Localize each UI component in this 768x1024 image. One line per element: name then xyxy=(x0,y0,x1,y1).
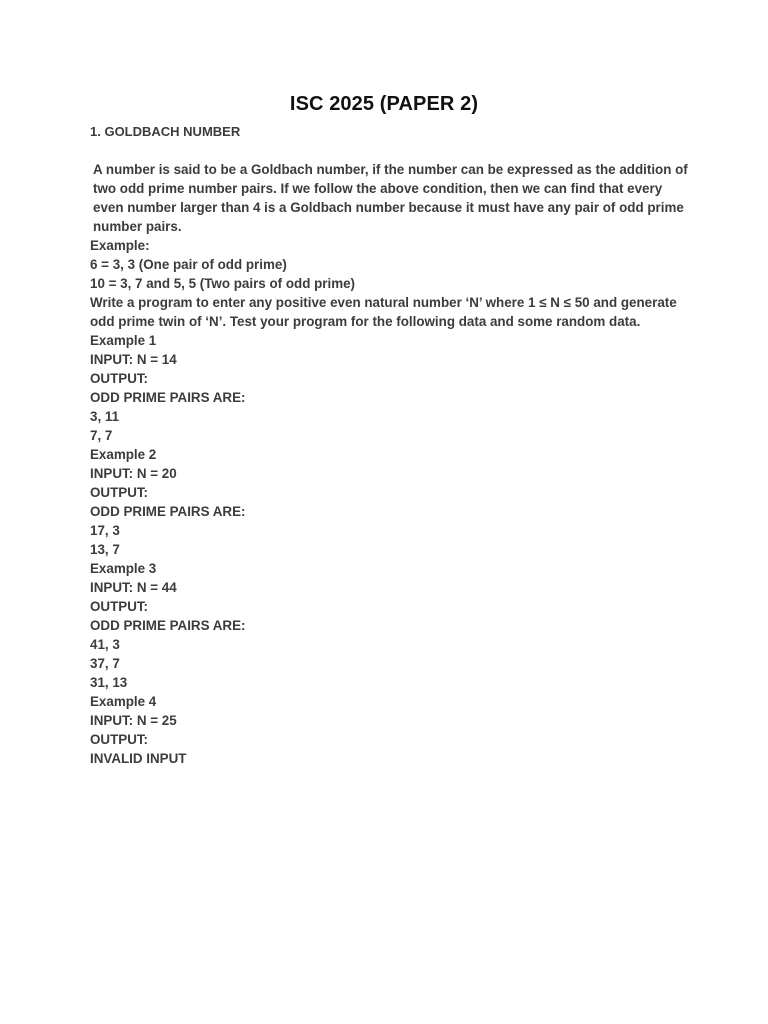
example-output-line: 7, 7 xyxy=(90,428,113,443)
example-output-line: 31, 13 xyxy=(90,675,128,690)
example-label: Example 3 xyxy=(90,561,157,576)
example-input: INPUT: N = 44 xyxy=(90,580,177,595)
example-output-label: OUTPUT: xyxy=(90,485,149,500)
page-title: ISC 2025 (PAPER 2) xyxy=(289,93,479,115)
example-output-line: ODD PRIME PAIRS ARE: xyxy=(90,618,246,633)
example-input: INPUT: N = 20 xyxy=(90,466,177,481)
example-output-line: 41, 3 xyxy=(90,637,120,652)
example-output-label: OUTPUT: xyxy=(90,599,149,614)
example-output-line: 3, 11 xyxy=(90,409,120,424)
document-body xyxy=(90,160,690,768)
example-output-label: OUTPUT: xyxy=(90,371,149,386)
intro-example-line: 10 = 3, 7 and 5, 5 (Two pairs of odd prime) xyxy=(90,276,356,291)
intro-example-heading: Example: xyxy=(90,238,150,253)
example-output-line: INVALID INPUT xyxy=(90,751,187,766)
example-output-line: ODD PRIME PAIRS ARE: xyxy=(90,390,246,405)
task-statement: Write a program to enter any positive even natural number ‘N’ where 1 ≤ N ≤ 50 and generate odd prime twin of ‘N’. Test your program for the following data and some random data. xyxy=(90,295,677,329)
example-output-line: 37, 7 xyxy=(90,656,120,671)
example-input: INPUT: N = 14 xyxy=(90,352,177,367)
example-output-line: 17, 3 xyxy=(90,523,120,538)
example-label: Example 2 xyxy=(90,447,157,462)
example-label: Example 1 xyxy=(90,333,157,348)
example-input: INPUT: N = 25 xyxy=(90,713,177,728)
section-heading: 1. GOLDBACH NUMBER xyxy=(90,124,241,139)
intro-example-line: 6 = 3, 3 (One pair of odd prime) xyxy=(90,257,287,272)
example-output-line: 13, 7 xyxy=(90,542,120,557)
intro-paragraph: A number is said to be a Goldbach number, if the number can be expressed as the addition of two odd prime number pairs. If we follow the above condition, then we can find that every even number larger than 4 is a Goldbach number because it must have any pair of odd prime number pairs. xyxy=(93,162,688,234)
example-output-label: OUTPUT: xyxy=(90,732,149,747)
examples-list xyxy=(90,331,690,768)
example-label: Example 4 xyxy=(90,694,157,709)
example-output-line: ODD PRIME PAIRS ARE: xyxy=(90,504,246,519)
